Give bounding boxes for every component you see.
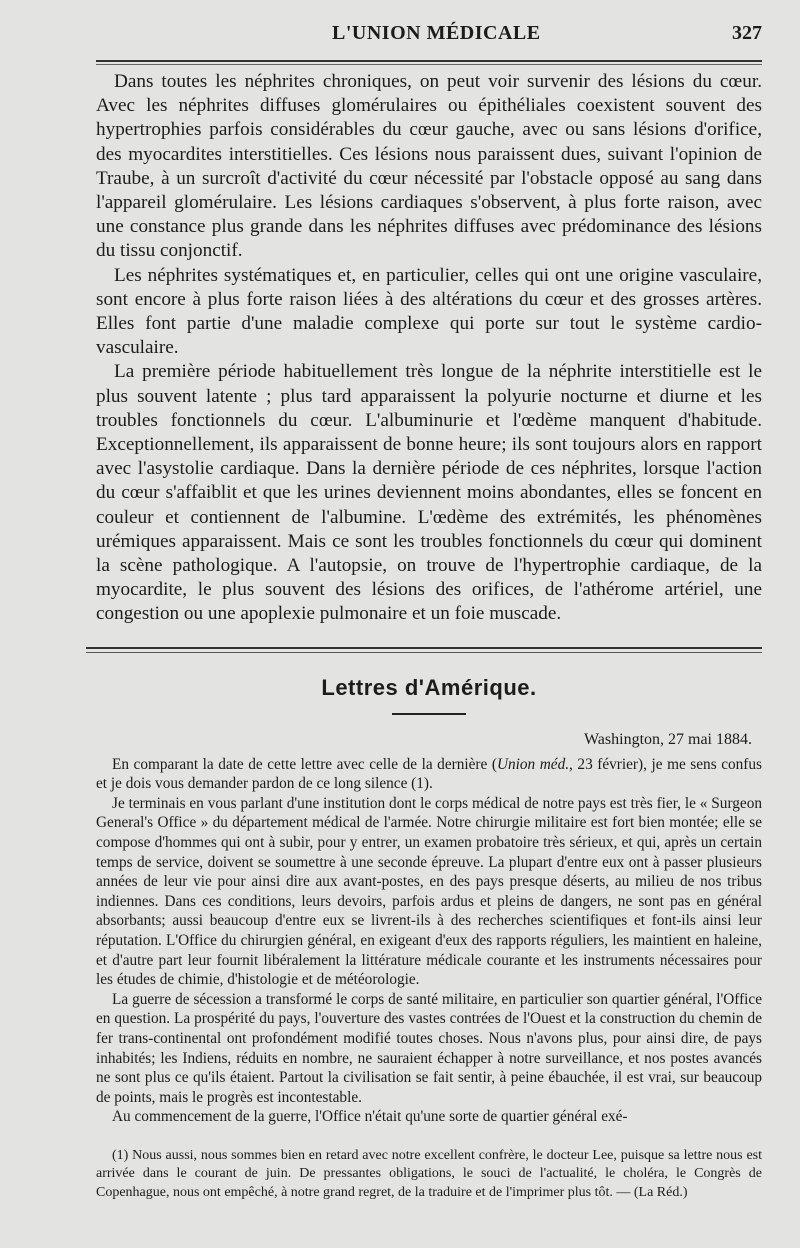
paragraph: Au commencement de la guerre, l'Office n'était qu'une sorte de quartier général exé- <box>112 1108 628 1126</box>
page-number: 327 <box>732 22 762 44</box>
text-run: En comparant la date de cette lettre avec celle de la dernière ( <box>112 755 497 773</box>
journal-citation: Union méd. <box>496 755 570 773</box>
footnote: (1) Nous aussi, nous sommes bien en retard avec notre excellent confrère, le docteur Lee, puisque sa lettre nous est arrivée dans le courant de juin. De pressantes obligations, le souci de l'actualité, le choléra, le Congrès de Copenhague, nous ont empêché, à notre grand regret, de la traduire et de l'imprimer plus tôt. — (La Réd.) <box>96 1147 762 1200</box>
paragraph: Je terminais en vous parlant d'une institution dont le corps médical de notre pays est très fier, le « Surgeon General's Office » du département médical de l'armée. Notre chirurgie militaire est fort bien montée; elle se compose d'hommes qui ont à subir, pour y entrer, un examen probatoire très sérieux, et qui, après un certain temps de service, doivent se soumettre à une seconde épreuve. La plupart d'entre eux ont à passer plusieurs années de leur vie pour ainsi dire aux avant-postes, en des pays presque déserts, au milieu de nos tribus indiennes. Dans ces conditions, leurs devoirs, parfois ardus et pleins de dangers, ne sont pas en général absorbants; aussi beaucoup d'entre eux se livrent-ils à des recherches scientifiques et font-ils ainsi leur réputation. L'Office du chirurgien général, en exigeant d'eux des rapports réguliers, les maintient en haleine, et d'autre part leur fournit libéralement la littérature médicale courante et les instruments nécessaires pour les études de chimie, d'histologie et de météorologie. <box>96 794 762 989</box>
section-divider <box>86 647 762 653</box>
paragraph: La première période habituellement très longue de la néphrite interstitielle est le plus souvent latente ; plus tard apparaissent la polyurie nocturne et diurne et les troubles fonctionnels du cœur. L'albuminurie et l'œdème manquent d'habitude. Exceptionnellement, ils apparaissent de bonne heure; ils sont toujours alors en rapport avec l'asystolie cardiaque. Dans la dernière période de ces néphrites, lorsque l'action du cœur s'affaiblit et que les urines deviennent moins abondantes, elles se foncent en couleur et contiennent de l'albumine. L'œdème des extrémités, les phénomènes urémiques apparaissent. Mais ce sont les troubles fonctionnels du cœur qui dominent la scène pathologique. A l'autopsie, on trouve de l'hypertrophie cardiaque, de la myocardite, le plus souvent des lésions des orifices, de l'athérome artériel, une congestion ou une apoplexie pulmonaire et un foie muscade. <box>96 361 762 625</box>
paragraph: La guerre de sécession a transformé le corps de santé militaire, en particulier son quartier général, l'Office en question. La prospérité du pays, l'ouverture des vastes contrées de l'Ouest et la construction du chemin de fer trans-continental ont profondément modifié toutes choses. Nous n'avons plus, pour ainsi dire, de pays inhabités; les Indiens, réduits en nombre, ne sauraient échapper à notre surveillance, et nos postes avancés ne sont plus ce qu'ils étaient. Partout la civilisation se fait sentir, à peine ébauchée, il est vrai, sur beaucoup de points, mais le progrès est incontestable. <box>96 990 762 1106</box>
paragraph <box>96 755 762 794</box>
journal-title: L'UNION MÉDICALE <box>332 22 541 44</box>
letter-body <box>96 755 762 1127</box>
running-head <box>96 0 762 62</box>
paragraph: Dans toutes les néphrites chroniques, on peut voir survenir des lésions du cœur. Avec les néphrites diffuses glomérulaires ou épithéliales coexistent souvent des hypertrophies parfois considérables du cœur gauche, avec ou sans lésions d'orifice, des myocardites interstitielles. Ces lésions nous paraissent dues, suivant l'opinion de Traube, à un surcroît d'activité du cœur nécessité par l'obstacle opposé au sang dans l'appareil glomérulaire. Les lésions cardiaques s'observent, à plus forte raison, avec une constance plus grande dans les néphrites diffuses avec prédominance des lésions du tissu conjonctif. <box>96 71 762 262</box>
paragraph: Les néphrites systématiques et, en particulier, celles qui ont une origine vasculaire, sont encore à plus forte raison liées à des altérations du cœur et des grosses artères. Elles font partie d'une maladie complexe qui porte sur tout le système cardio-vasculaire. <box>96 264 762 359</box>
article-title: Lettres d'Amérique. <box>321 674 537 700</box>
previous-article-section <box>96 70 762 627</box>
header-rule <box>96 60 762 65</box>
dateline: Washington, 27 mai 1884. <box>583 730 752 748</box>
text-run: , 23 février), je me sens confus et je dois vous demander pardon de ce long silence (1). <box>96 755 762 793</box>
title-rule <box>392 713 466 715</box>
